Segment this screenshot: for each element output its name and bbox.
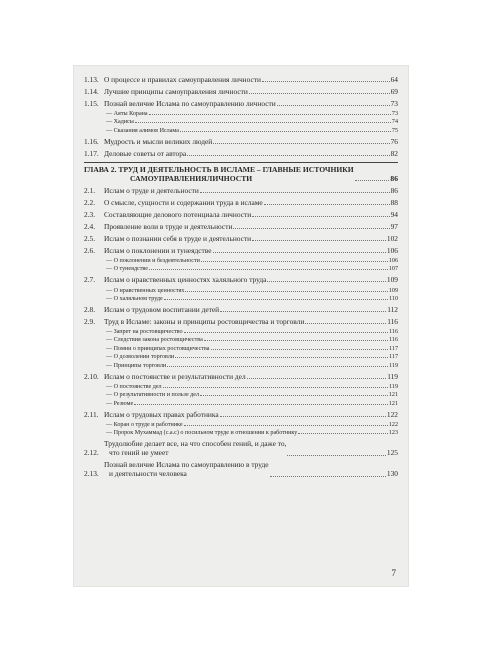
entry-page: 112	[387, 305, 398, 315]
entry-number: 2.5.	[84, 233, 96, 243]
toc-item	[84, 373, 398, 408]
dot-leader	[184, 332, 389, 333]
dot-leader	[149, 269, 388, 270]
entry-title: Мудрость и мысли великих людей	[104, 136, 213, 146]
dot-leader	[233, 228, 389, 229]
entry-page: 97	[390, 222, 398, 232]
entry-page: 76	[390, 136, 398, 146]
toc-subentry	[84, 354, 398, 361]
toc-entry	[84, 411, 398, 420]
entry-page: 106	[386, 245, 398, 255]
toc-subentry	[84, 401, 398, 408]
entry-number: 1.14.	[84, 86, 99, 96]
entry-page: 109	[386, 275, 398, 285]
toc-entry	[84, 187, 398, 196]
entry-number: 2.3.	[84, 210, 96, 220]
toc-entry	[84, 235, 398, 244]
toc-subentry	[84, 111, 398, 118]
toc-subentry	[84, 430, 398, 437]
toc-item	[84, 138, 398, 147]
toc-item	[84, 276, 398, 303]
toc-item	[84, 88, 398, 97]
toc-item	[84, 150, 398, 159]
toc-subentry	[84, 128, 398, 135]
subentry-page: 122	[388, 421, 398, 428]
subentry-page: 116	[389, 337, 398, 344]
entry-title: Лучшие принципы самоуправления личности	[104, 86, 248, 96]
dot-leader	[252, 216, 389, 217]
subentry-title: — Запрет на ростовщичество	[106, 329, 183, 336]
dot-leader	[252, 240, 386, 241]
subentry-title: — О результативности и пользе дел	[106, 392, 200, 399]
dot-leader	[247, 378, 387, 379]
entry-title: Деловые советы от автора	[104, 148, 187, 158]
toc-subentry	[84, 119, 398, 126]
entry-title: Ислам о труде и деятельности	[104, 186, 199, 196]
entry-page: 64	[390, 75, 398, 84]
dot-leader	[164, 299, 388, 300]
toc-item	[84, 318, 398, 370]
entry-title-line2: что гений не умеет	[109, 448, 169, 458]
entry-page: 119	[387, 371, 398, 381]
entry-title: Ислам о нравственных ценностях халяльного труда	[104, 275, 267, 285]
entry-number: 2.12.	[84, 448, 99, 458]
subentry-page: 119	[389, 383, 398, 390]
dot-leader	[134, 404, 388, 405]
toc-entry	[84, 88, 398, 97]
chapter-title-line2: САМОУПРАВЛЕНИЯЛИЧНОСТИ	[130, 173, 253, 183]
dot-leader	[305, 323, 386, 324]
entry-title: Познай величие Ислама по самоуправлению личности	[104, 98, 276, 108]
dot-leader	[149, 114, 391, 115]
table-of-contents	[84, 76, 398, 482]
entry-page: 86	[390, 186, 398, 196]
entry-title: Труд в Исламе: законы и принципы ростовщичества и торговли	[104, 316, 305, 326]
entry-number: 2.7.	[84, 275, 96, 285]
entry-page: 102	[386, 233, 398, 243]
toc-item	[84, 223, 398, 232]
toc-item	[84, 461, 398, 479]
subentry-page: 121	[388, 392, 398, 399]
entry-page: 94	[390, 210, 398, 220]
subentry-title: — О поклонении и бездеятельности	[106, 257, 200, 264]
toc-subentry	[84, 384, 398, 391]
subentry-title: — О халяльном труде	[106, 295, 163, 302]
entry-page: 130	[386, 468, 398, 478]
toc-entry	[84, 318, 398, 327]
subentry-title: — Коран о труде и работнике	[106, 421, 183, 428]
toc-item	[84, 440, 398, 458]
toc-entry	[84, 150, 398, 159]
toc-entry	[84, 306, 398, 315]
subentry-page: 123	[388, 430, 398, 437]
entry-number: 2.10.	[84, 371, 99, 381]
toc-item	[84, 235, 398, 244]
entry-page: 82	[390, 148, 398, 158]
toc-subentry	[84, 337, 398, 344]
toc-entry	[84, 100, 398, 109]
subentry-page: 116	[389, 329, 398, 336]
entry-title: О процессе и правилах самоуправления личности	[104, 75, 261, 84]
subentry-title: — Резюме	[106, 400, 134, 407]
subentry-page: 117	[389, 345, 398, 352]
subentry-title: — О нравственных ценностях	[106, 287, 185, 294]
toc-item	[84, 247, 398, 274]
subentry-title: — О тунеядстве	[106, 266, 148, 273]
dot-leader	[184, 425, 388, 426]
dot-leader	[185, 291, 388, 292]
entry-title-line1: Трудолюбие делает все, на что способен гений, и даже то,	[104, 439, 287, 449]
toc-entry	[84, 138, 398, 147]
subentry-title: — Помни о принципах ростовщичества	[106, 345, 210, 352]
entry-number: 2.6.	[84, 245, 96, 255]
toc-item	[84, 306, 398, 315]
entry-title: Ислам о познании себя в труде и деятельности	[104, 233, 252, 243]
toc-item	[84, 76, 398, 85]
entry-page: 69	[390, 86, 398, 96]
subentry-page: 119	[389, 362, 398, 369]
book-page	[74, 66, 408, 586]
entry-title	[104, 461, 269, 479]
dot-leader	[277, 105, 390, 106]
entry-page: 125	[386, 448, 398, 458]
entry-number: 2.1.	[84, 186, 96, 196]
dot-leader	[213, 252, 386, 253]
toc-section-after-chapter	[84, 187, 398, 437]
toc-subentry	[84, 346, 398, 353]
dot-leader	[187, 155, 389, 156]
subentry-title: — Сказания алимов Ислама	[106, 127, 179, 134]
dot-leader	[167, 366, 388, 367]
toc-subentry	[84, 392, 398, 399]
toc-item	[84, 211, 398, 220]
entry-page: 122	[386, 409, 398, 419]
subentry-page: 74	[391, 119, 398, 126]
dot-leader	[287, 455, 386, 456]
subentry-page: 73	[391, 110, 398, 117]
entry-title: Составляющие делового потенциала личности	[104, 210, 252, 220]
dot-leader	[249, 93, 390, 94]
entry-number: 2.13.	[84, 468, 99, 478]
subentry-page: 75	[391, 127, 398, 134]
toc-section-before-chapter	[84, 76, 398, 159]
entry-page: 116	[387, 316, 398, 326]
entry-number: 1.16.	[84, 136, 99, 146]
toc-entry	[84, 440, 398, 458]
subentry-title: — Хадисы	[106, 119, 134, 126]
entry-number: 2.8.	[84, 305, 96, 315]
toc-entry	[84, 373, 398, 382]
toc-subentry	[84, 363, 398, 370]
toc-item	[84, 187, 398, 196]
entry-page: 73	[390, 98, 398, 108]
entry-number: 2.11.	[84, 409, 99, 419]
toc-item	[84, 199, 398, 208]
entry-number: 2.4.	[84, 222, 96, 232]
toc-entry	[84, 461, 398, 479]
dot-leader	[201, 261, 388, 262]
subentry-page: 107	[388, 266, 398, 273]
entry-title: Ислам о трудовых правах работника	[104, 409, 219, 419]
toc-subentry	[84, 296, 398, 303]
toc-entry	[84, 223, 398, 232]
entry-page: 88	[390, 198, 398, 208]
entry-title-line1: Познай величие Ислама по самоуправлению в труде	[104, 460, 269, 470]
entry-number: 2.2.	[84, 198, 96, 208]
subentry-title: — О дозволении торговли	[106, 354, 175, 361]
entry-title: Ислам о трудовом воспитании детей	[104, 305, 220, 315]
toc-entry	[84, 199, 398, 208]
page-number: 7	[391, 568, 396, 578]
toc-entry	[84, 76, 398, 85]
dot-leader	[262, 81, 390, 82]
dot-leader	[264, 204, 390, 205]
toc-item	[84, 100, 398, 135]
subentry-page: 121	[388, 400, 398, 407]
toc-subentry	[84, 258, 398, 265]
toc-item	[84, 411, 398, 438]
entry-title	[104, 440, 286, 458]
subentry-page: 106	[388, 257, 398, 264]
subentry-title: — О постоянстве дел	[106, 383, 162, 390]
dot-leader	[213, 143, 389, 144]
dot-leader	[270, 476, 386, 477]
dot-leader	[200, 192, 390, 193]
entry-number: 2.9.	[84, 316, 96, 326]
entry-title: О смысле, сущности и содержании труда в исламе	[104, 198, 263, 208]
dot-leader	[135, 122, 391, 123]
entry-number: 1.13.	[84, 75, 99, 84]
subentry-title: — Принципы торговли	[106, 362, 167, 369]
dot-leader	[267, 281, 386, 282]
dot-leader	[163, 387, 389, 388]
chapter-title	[84, 165, 354, 184]
dot-leader	[298, 433, 388, 434]
dot-leader	[211, 349, 389, 350]
chapter-page: 86	[390, 173, 398, 183]
toc-subentry	[84, 422, 398, 429]
entry-title: Ислам о поклонении и тунеядстве	[104, 245, 212, 255]
toc-subentry	[84, 288, 398, 295]
dot-leader	[220, 311, 386, 312]
subentry-title: — Пророк Мухаммад (с.а.с) о посильном труде и отношении к работнику	[106, 430, 298, 437]
toc-entry	[84, 276, 398, 285]
entry-title: Ислам о постоянстве и результативности дел	[104, 371, 246, 381]
chapter-title-line1: ГЛАВА 2. ТРУД И ДЕЯТЕЛЬНОСТЬ В ИСЛАМЕ – ГЛАВНЫЕ ИСТОЧНИКИ	[84, 164, 354, 174]
toc-section-multiline	[84, 440, 398, 479]
toc-entry	[84, 211, 398, 220]
subentry-title: — Следствия закона ростовщичества	[106, 337, 203, 344]
dot-leader	[200, 395, 388, 396]
toc-subentry	[84, 329, 398, 336]
entry-number: 1.17.	[84, 148, 99, 158]
subentry-title: — Аяты Корана	[106, 110, 148, 117]
toc-entry	[84, 247, 398, 256]
dot-leader	[180, 131, 391, 132]
subentry-page: 117	[389, 354, 398, 361]
dot-leader	[175, 357, 388, 358]
chapter-heading	[84, 165, 398, 184]
chapter-rule	[84, 162, 398, 163]
subentry-page: 110	[389, 295, 398, 302]
entry-title-line2: и деятельности человека	[109, 468, 187, 478]
dot-leader	[204, 340, 388, 341]
dot-leader	[220, 416, 386, 417]
subentry-page: 109	[388, 287, 398, 294]
toc-subentry	[84, 266, 398, 273]
entry-title: Проявление воли в труде и деятельности	[104, 222, 233, 232]
entry-number: 1.15.	[84, 98, 99, 108]
dot-leader	[355, 180, 390, 181]
